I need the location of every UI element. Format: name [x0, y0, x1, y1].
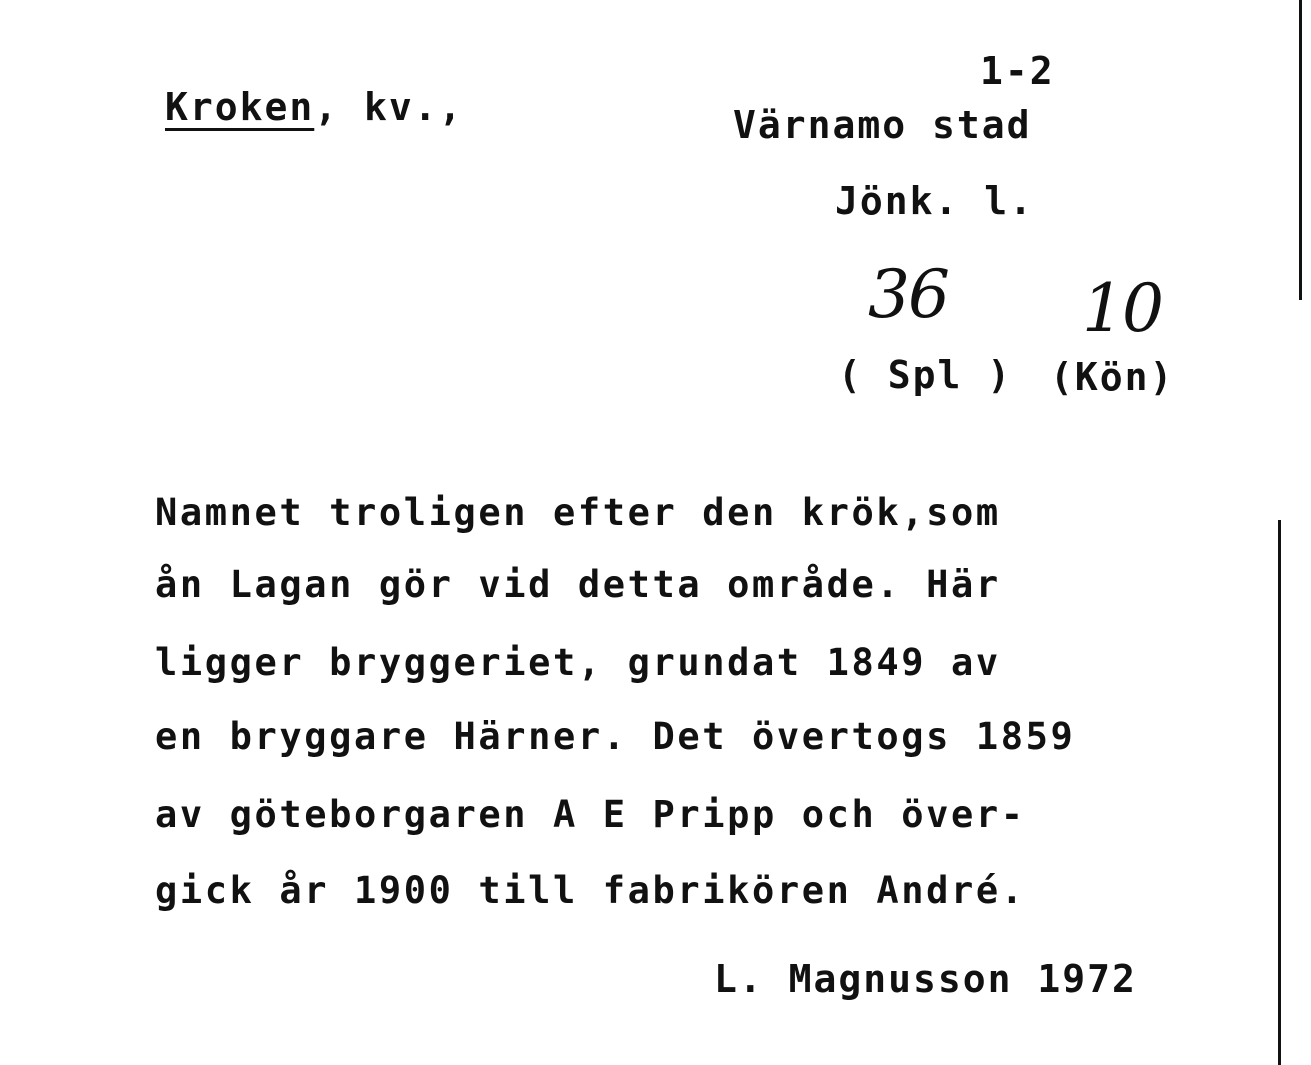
- signature: L. Magnusson 1972: [714, 957, 1137, 1001]
- body-line-3: ligger bryggeriet, grundat 1849 av: [155, 641, 1001, 684]
- card-edge-bottom-right: [1278, 520, 1281, 1065]
- county-name: Jönk. l.: [835, 179, 1035, 223]
- body-line-1: Namnet troligen efter den krök,som: [155, 491, 1001, 534]
- title-suffix: , kv.,: [314, 85, 464, 129]
- body-line-2: ån Lagan gör vid detta område. Här: [155, 563, 1001, 606]
- body-line-5: av göteborgaren A E Pripp och över-: [155, 793, 1026, 836]
- body-line-6: gick år 1900 till fabrikören André.: [155, 869, 1026, 912]
- title-word: Kroken: [165, 85, 315, 129]
- spl-code-handwritten: 36: [868, 256, 948, 333]
- spl-label: ( Spl ): [838, 353, 1013, 397]
- card-number: 1-2: [980, 49, 1055, 93]
- kon-label: (Kön): [1050, 355, 1175, 399]
- card-edge-top-right: [1299, 0, 1302, 300]
- kon-code-handwritten: 10: [1082, 270, 1162, 347]
- card-title: [165, 85, 464, 129]
- body-line-4: en bryggare Härner. Det övertogs 1859: [155, 715, 1076, 758]
- town-name: Värnamo stad: [733, 103, 1032, 147]
